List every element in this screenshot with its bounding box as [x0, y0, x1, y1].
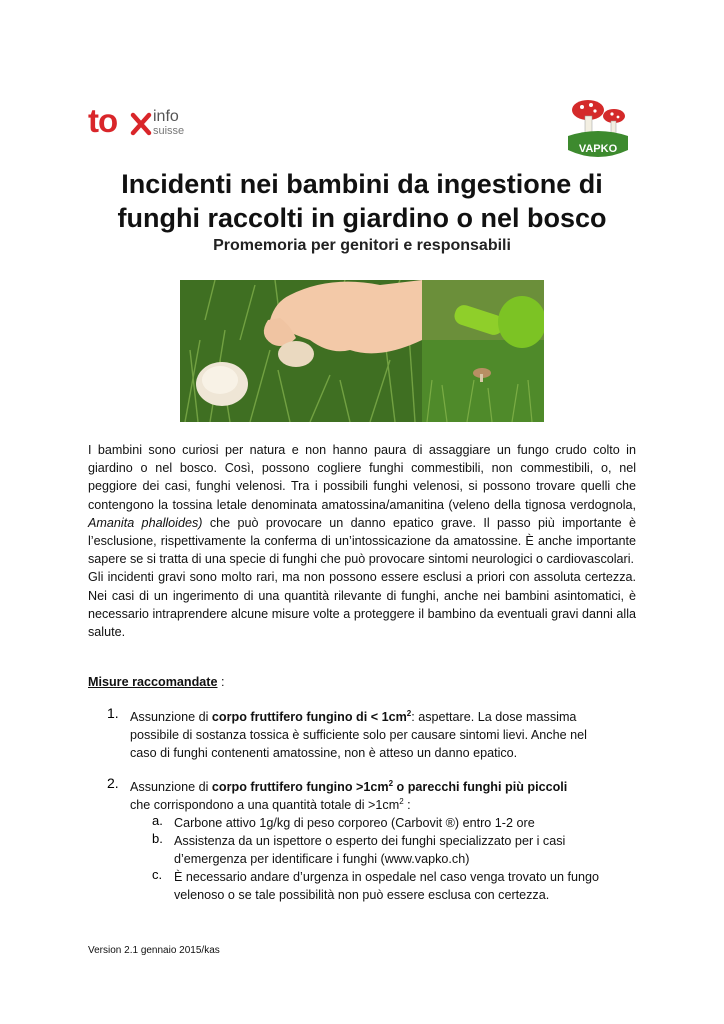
item2-line2: che corrispondono a una quantità totale di >1cm: [130, 798, 400, 813]
tox-logo-text: to: [88, 102, 118, 139]
sub-item-b-text: [174, 832, 644, 868]
list-item-2-text: [130, 778, 640, 814]
item2-bold: corpo fruttifero fungino >1cm: [211, 780, 389, 794]
intro-paragraph-1: [88, 441, 636, 568]
intro-paragraph-2: Gli incidenti gravi sono molto rari, ma non possono essere esclusi a priori con assoluta certezza. Nei casi di un ingerimento di una quantità rilevante di funghi, anche nei bambini asintomatici, è necessario intraprendere alcune misure volte a proteggere il bambino da eventuali gravi danni alla salute.: [88, 570, 636, 640]
misure-colon: :: [217, 675, 225, 689]
list-item-1-text: [130, 708, 640, 763]
sub-item-a-letter: a.: [152, 813, 163, 828]
item1-sup: 2: [406, 708, 412, 718]
page-subtitle: Promemoria per genitori e responsabili: [213, 237, 511, 254]
intro-text: [88, 441, 636, 641]
item2-pre: Assunzione di: [130, 780, 212, 794]
item1-line2: possibile di sostanza tossica è sufficiente solo per causare sintomi lievi. Anche nel: [130, 728, 587, 743]
vapko-logo-text: VAPKO: [578, 143, 618, 155]
misure-title: Misure raccomandate: [88, 675, 218, 689]
vapko-logo: [564, 96, 632, 164]
item2-sup: 2: [388, 778, 394, 788]
misure-heading: [88, 673, 636, 691]
tox-x-icon: [130, 112, 152, 136]
sub-item-c-text: [174, 868, 644, 904]
page-title: [60, 167, 664, 235]
item1-line3: caso di funghi contenenti amatossine, non è atteso un danno epatico.: [130, 746, 518, 761]
sub-item-c-letter: c.: [152, 867, 163, 882]
intro-p1-part-a: I bambini sono curiosi per natura e non hanno paura di assaggiare un fungo crudo colto in giardino o nel bosco. Così, possono cogliere funghi commestibili, non commestibili, o, nel peggiore dei casi, funghi velenosi. Tra i possibili funghi velenosi, si possono trovare quelli che contengono la tossina letale denominata amatossina/amanitina (veleno della tignosa verdognola,: [88, 443, 636, 512]
child-picking-mushroom-photo: [180, 280, 422, 422]
item2-line2-post: :: [403, 798, 411, 813]
intro-p1-species: Amanita phalloides): [88, 515, 203, 530]
footer-version: Version 2.1 gennaio 2015/kas: [88, 945, 220, 956]
item1-post: : aspettare. La dose massima: [411, 710, 577, 724]
sub-b-line1: Assistenza da un ispettore o esperto dei funghi specializzato per i casi: [174, 834, 566, 848]
sub-item-b-letter: b.: [152, 831, 163, 846]
intro-p1-part-b: che può provocare un danno epatico grave. Il passo più importante è l’esclusione, rispettivamente la conferma di un’intossicazione da amatossine. È anche importante sapere se si tratta di una specie di funghi che può provocare sintomi neurologici o cardiovascolari.: [88, 515, 636, 567]
sub-b-line2: d’emergenza per identificare i funghi (www.vapko.ch): [174, 852, 470, 867]
mushroom-in-lawn-photo: [422, 280, 544, 422]
sub-a-line1: Carbone attivo 1g/kg di peso corporeo (Carbovit ®) entro 1-2 ore: [174, 816, 535, 830]
tox-logo-suisse: suisse: [153, 125, 185, 137]
list-item-2-number: 2.: [107, 775, 119, 791]
title-line-1: Incidenti nei bambini da ingestione di: [121, 169, 603, 199]
sub-item-a-text: [174, 814, 644, 832]
item2-bold2: o parecchi funghi più piccoli: [393, 780, 568, 794]
sub-c-line2: velenoso o se tale possibilità non può essere esclusa con certezza.: [174, 888, 550, 903]
tox-info-suisse-logo: [88, 102, 200, 142]
list-item-1-number: 1.: [107, 705, 119, 721]
item1-bold: corpo fruttifero fungino di < 1cm: [211, 710, 407, 724]
item2-line2-sup: 2: [399, 797, 404, 807]
tox-logo-info: info: [153, 108, 179, 125]
item1-pre: Assunzione di: [130, 710, 212, 724]
title-line-2: funghi raccolti in giardino o nel bosco: [117, 203, 607, 233]
sub-c-line1: È necessario andare d’urgenza in ospedale nel caso venga trovato un fungo: [174, 870, 599, 884]
